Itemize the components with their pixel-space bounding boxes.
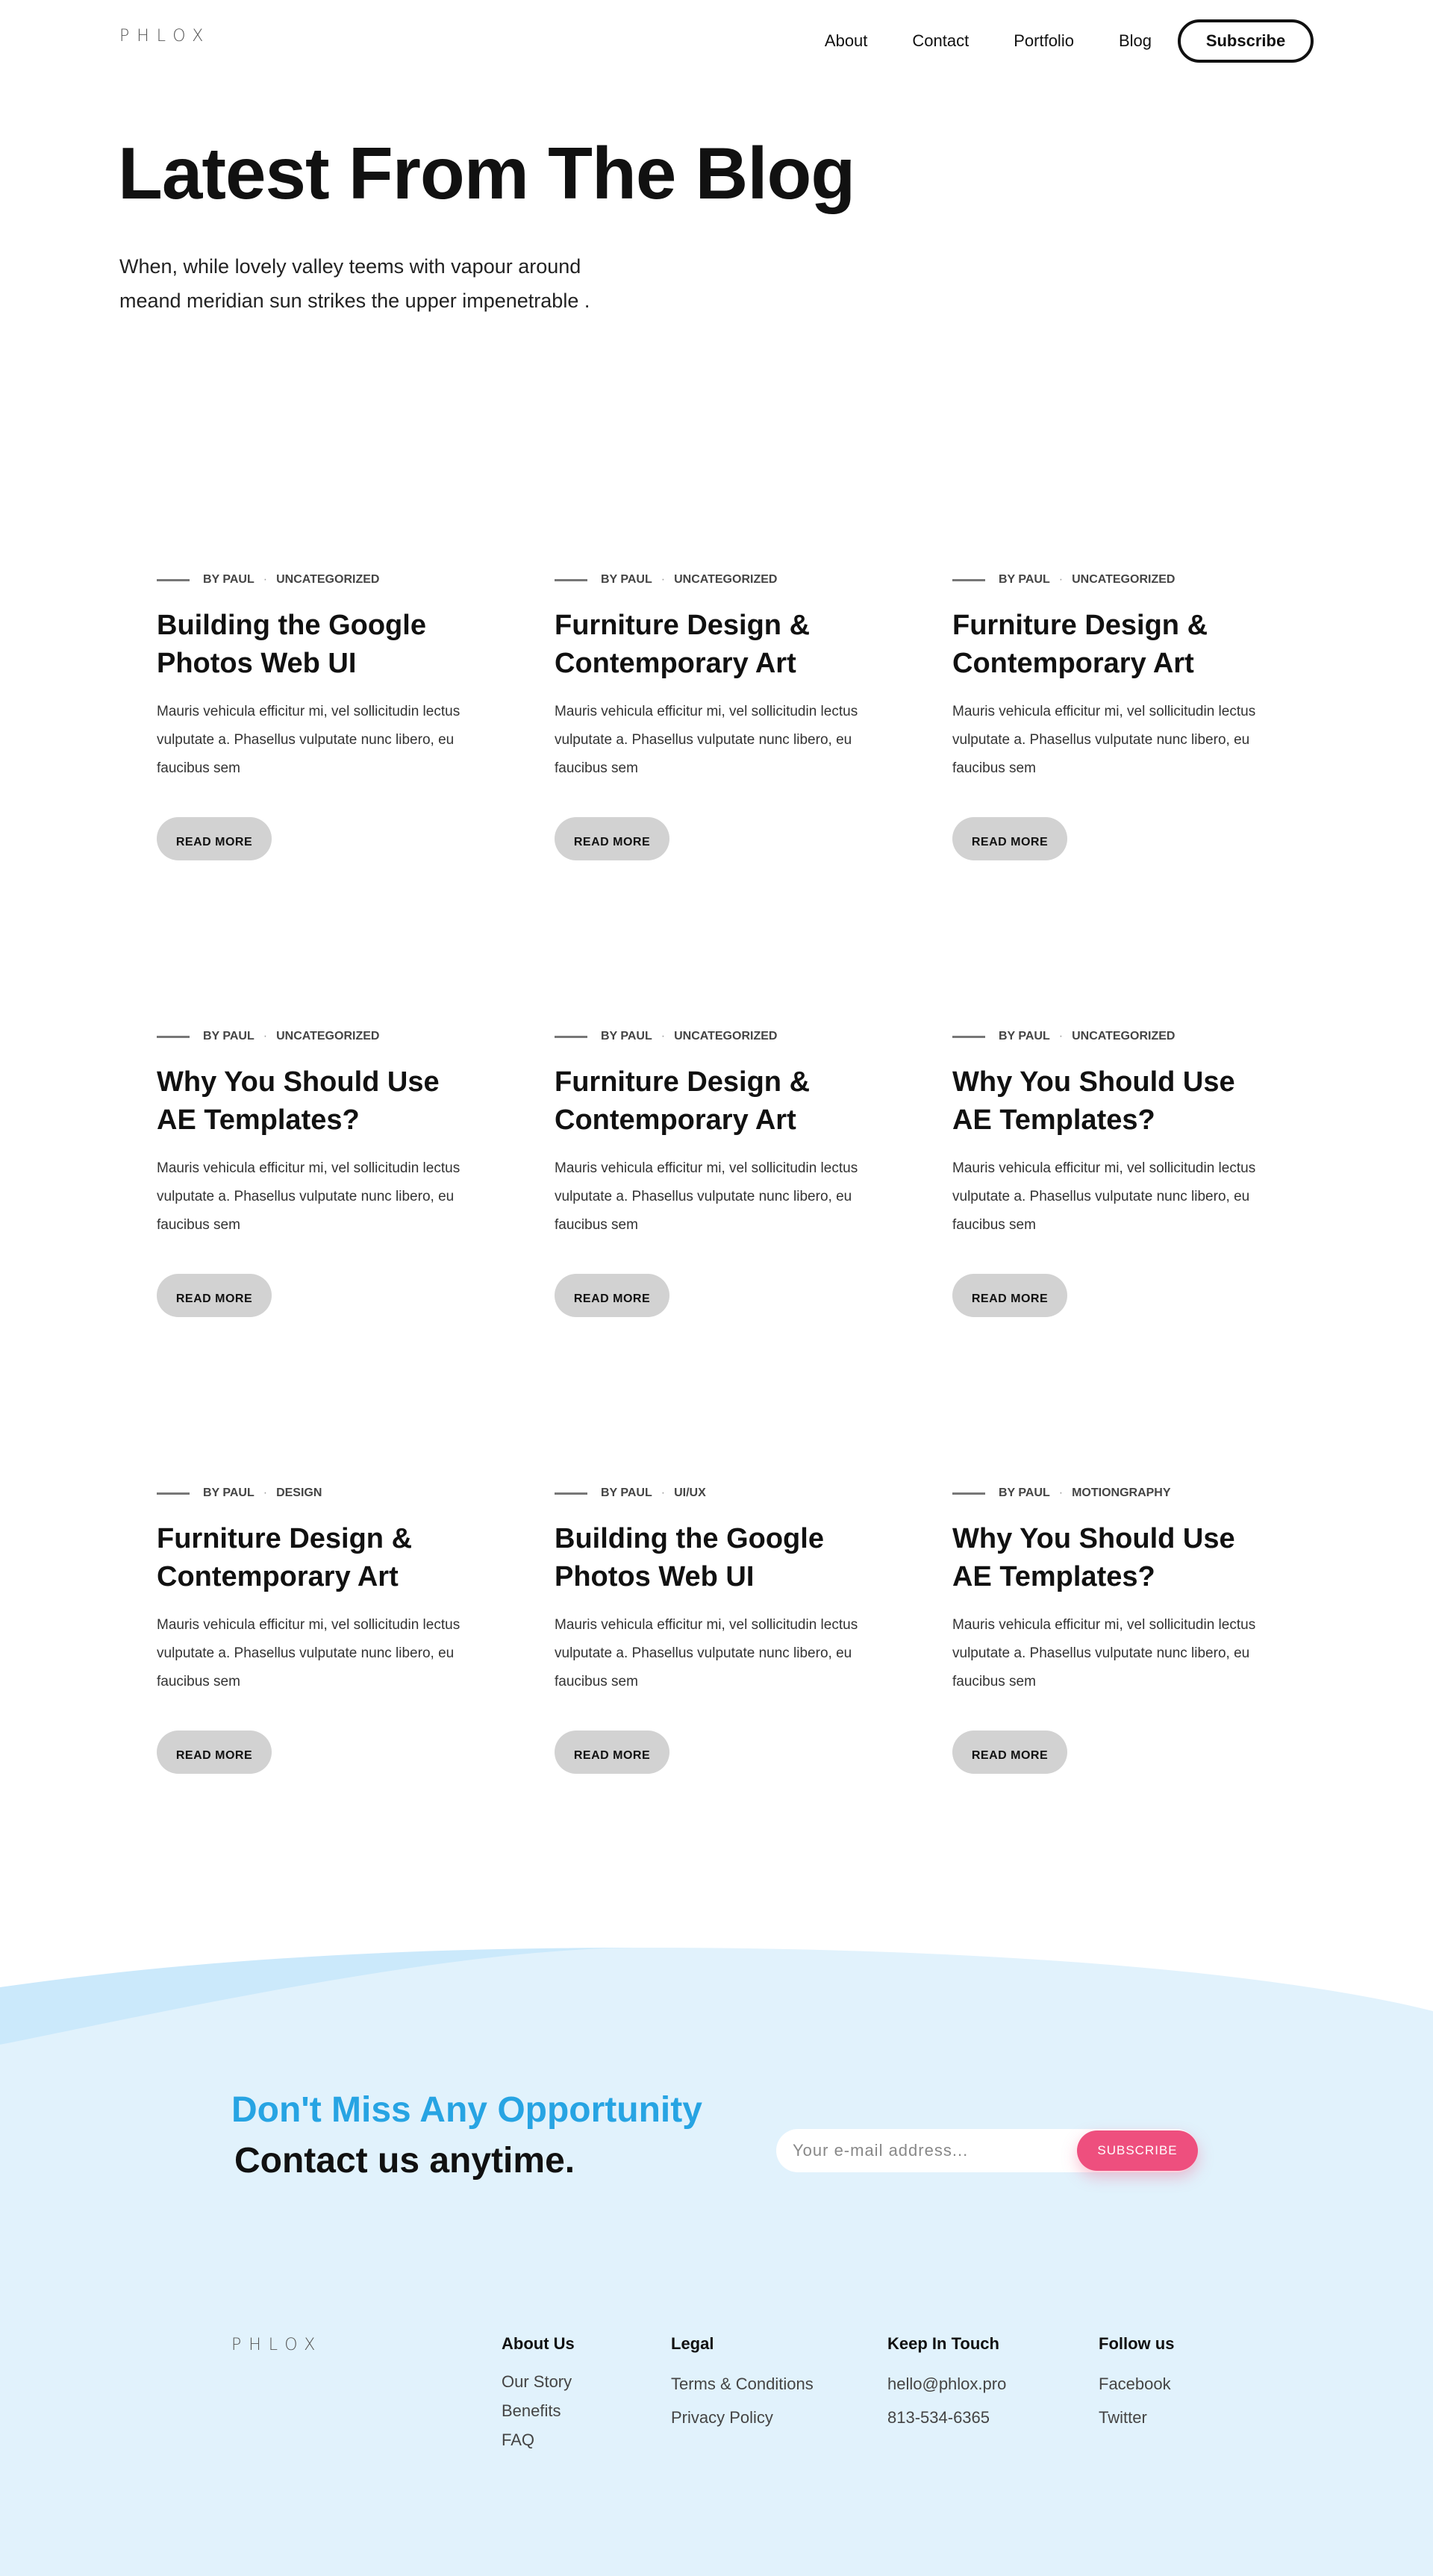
post-author[interactable]: BY PAUL <box>601 1030 652 1042</box>
read-more-button[interactable] <box>157 1274 272 1317</box>
main-nav <box>825 19 1314 63</box>
post-category[interactable]: UNCATEGORIZED <box>674 1030 778 1042</box>
post-card <box>555 572 868 860</box>
read-more-label: READ MORE <box>175 1292 253 1305</box>
page-title: Latest From The Blog <box>118 132 855 214</box>
footer-col-follow <box>1099 2334 1174 2434</box>
post-excerpt: Mauris vehicula efficitur mi, vel sollicitudin lectus vulputate a. Phasellus vulputate nunc libero, eu faucibus sem <box>157 1617 461 1689</box>
post-card <box>952 1486 1266 1774</box>
meta-dot: · <box>661 1030 666 1042</box>
post-author[interactable]: BY PAUL <box>999 573 1050 586</box>
meta-divider <box>952 1492 985 1495</box>
post-meta <box>157 572 470 587</box>
read-more-label: READ MORE <box>573 1292 651 1305</box>
post-category[interactable]: DESIGN <box>276 1486 322 1499</box>
post-category[interactable]: UNCATEGORIZED <box>1072 573 1176 586</box>
post-excerpt: Mauris vehicula efficitur mi, vel sollicitudin lectus vulputate a. Phasellus vulputate nunc libero, eu faucibus sem <box>157 704 461 776</box>
footer-link-twitter[interactable]: Twitter <box>1099 2408 1147 2427</box>
post-meta <box>952 1486 1266 1501</box>
footer-logo[interactable]: PHLOX <box>231 2336 323 2354</box>
meta-divider <box>952 1036 985 1038</box>
footer-heading: Legal <box>671 2334 714 2353</box>
post-excerpt: Mauris vehicula efficitur mi, vel sollicitudin lectus vulputate a. Phasellus vulputate nunc libero, eu faucibus sem <box>952 704 1256 776</box>
meta-divider <box>555 1492 587 1495</box>
post-card <box>555 1486 868 1774</box>
footer-link-facebook[interactable]: Facebook <box>1099 2375 1171 2393</box>
post-title[interactable]: Furniture Design & Contemporary Art <box>157 1523 413 1592</box>
footer-col-contact <box>887 2334 1006 2434</box>
footer-col-legal <box>671 2334 814 2434</box>
footer-link-phone[interactable]: 813-534-6365 <box>887 2408 990 2427</box>
subscribe-button[interactable]: Subscribe <box>1178 19 1314 63</box>
post-meta <box>555 572 868 587</box>
email-input[interactable] <box>776 2129 1075 2172</box>
read-more-label: READ MORE <box>971 1749 1049 1762</box>
nav-contact[interactable]: Contact <box>912 31 970 50</box>
post-excerpt: Mauris vehicula efficitur mi, vel sollicitudin lectus vulputate a. Phasellus vulputate nunc libero, eu faucibus sem <box>555 704 858 776</box>
post-title[interactable]: Why You Should Use AE Templates? <box>157 1066 440 1136</box>
post-title[interactable]: Why You Should Use AE Templates? <box>952 1523 1235 1592</box>
post-title[interactable]: Furniture Design & Contemporary Art <box>555 1066 811 1136</box>
meta-dot: · <box>263 573 268 586</box>
post-card <box>157 1029 470 1317</box>
meta-dot: · <box>263 1486 268 1499</box>
post-card <box>157 1486 470 1774</box>
wave-shape <box>0 1940 1433 2576</box>
meta-divider <box>952 579 985 581</box>
post-card <box>157 572 470 860</box>
read-more-label: READ MORE <box>971 1292 1049 1305</box>
read-more-button[interactable] <box>157 817 272 860</box>
post-meta <box>952 572 1266 587</box>
footer-heading: Keep In Touch <box>887 2334 999 2353</box>
post-category[interactable]: UNCATEGORIZED <box>276 573 380 586</box>
meta-divider <box>555 579 587 581</box>
read-more-label: READ MORE <box>573 836 651 848</box>
read-more-label: READ MORE <box>175 836 253 848</box>
post-title[interactable]: Furniture Design & Contemporary Art <box>952 610 1208 679</box>
post-author[interactable]: BY PAUL <box>999 1486 1050 1499</box>
footer-background <box>0 1940 1433 2576</box>
nav-blog[interactable]: Blog <box>1118 31 1152 50</box>
post-category[interactable]: UNCATEGORIZED <box>276 1030 380 1042</box>
newsletter-subscribe-button[interactable]: SUBSCRIBE <box>1077 2130 1198 2171</box>
footer-col-about <box>502 2334 575 2454</box>
footer-link-our-story[interactable]: Our Story <box>502 2372 572 2391</box>
meta-divider <box>157 1492 190 1495</box>
post-card <box>952 1029 1266 1317</box>
post-author[interactable]: BY PAUL <box>203 1030 255 1042</box>
cta-headline: Don't Miss Any Opportunity <box>231 2090 702 2130</box>
meta-dot: · <box>661 1486 666 1499</box>
post-title[interactable]: Building the Google Photos Web UI <box>157 610 426 679</box>
post-card <box>952 572 1266 860</box>
post-meta <box>157 1029 470 1044</box>
meta-dot: · <box>1058 1030 1064 1042</box>
read-more-label: READ MORE <box>573 1749 651 1762</box>
meta-dot: · <box>263 1030 268 1042</box>
post-category[interactable]: UNCATEGORIZED <box>674 573 778 586</box>
footer-heading: Follow us <box>1099 2334 1175 2353</box>
post-excerpt: Mauris vehicula efficitur mi, vel sollicitudin lectus vulputate a. Phasellus vulputate nunc libero, eu faucibus sem <box>555 1160 858 1233</box>
post-meta <box>157 1486 470 1501</box>
post-author[interactable]: BY PAUL <box>203 573 255 586</box>
footer-link-privacy[interactable]: Privacy Policy <box>671 2408 773 2427</box>
read-more-label: READ MORE <box>971 836 1049 848</box>
post-category[interactable]: MOTIONGRAPHY <box>1072 1486 1171 1499</box>
post-category[interactable]: UNCATEGORIZED <box>1072 1030 1176 1042</box>
post-meta <box>952 1029 1266 1044</box>
cta-subline: Contact us anytime. <box>234 2141 575 2180</box>
read-more-button[interactable] <box>157 1731 272 1774</box>
post-author[interactable]: BY PAUL <box>601 1486 652 1499</box>
read-more-button[interactable] <box>952 1731 1067 1774</box>
meta-divider <box>157 579 190 581</box>
post-author[interactable]: BY PAUL <box>601 573 652 586</box>
nav-portfolio[interactable]: Portfolio <box>1014 31 1074 50</box>
footer-link-benefits[interactable]: Benefits <box>502 2401 561 2420</box>
meta-dot: · <box>661 573 666 586</box>
post-excerpt: Mauris vehicula efficitur mi, vel sollicitudin lectus vulputate a. Phasellus vulputate nunc libero, eu faucibus sem <box>952 1617 1256 1689</box>
meta-dot: · <box>1058 1486 1064 1499</box>
post-meta <box>555 1029 868 1044</box>
post-title[interactable]: Furniture Design & Contemporary Art <box>555 610 811 679</box>
footer-link-faq[interactable]: FAQ <box>502 2430 535 2449</box>
post-meta <box>555 1486 868 1501</box>
post-excerpt: Mauris vehicula efficitur mi, vel sollicitudin lectus vulputate a. Phasellus vulputate nunc libero, eu faucibus sem <box>952 1160 1256 1233</box>
read-more-button[interactable] <box>555 817 669 860</box>
meta-dot: · <box>1058 573 1064 586</box>
logo[interactable]: PHLOX <box>119 27 211 46</box>
read-more-button[interactable] <box>555 1274 669 1317</box>
read-more-button[interactable] <box>952 817 1067 860</box>
footer-link-email[interactable]: hello@phlox.pro <box>887 2375 1007 2393</box>
post-card <box>555 1029 868 1317</box>
post-author[interactable]: BY PAUL <box>999 1030 1050 1042</box>
footer-heading: About Us <box>502 2334 575 2353</box>
post-title[interactable]: Building the Google Photos Web UI <box>555 1523 824 1592</box>
read-more-label: READ MORE <box>175 1749 253 1762</box>
footer-link-terms[interactable]: Terms & Conditions <box>671 2375 814 2393</box>
meta-divider <box>157 1036 190 1038</box>
newsletter-form <box>776 2129 1198 2172</box>
post-excerpt: Mauris vehicula efficitur mi, vel sollicitudin lectus vulputate a. Phasellus vulputate nunc libero, eu faucibus sem <box>555 1617 858 1689</box>
post-author[interactable]: BY PAUL <box>203 1486 255 1499</box>
read-more-button[interactable] <box>952 1274 1067 1317</box>
post-excerpt: Mauris vehicula efficitur mi, vel sollicitudin lectus vulputate a. Phasellus vulputate nunc libero, eu faucibus sem <box>157 1160 461 1233</box>
nav-about[interactable]: About <box>824 31 868 50</box>
read-more-button[interactable] <box>555 1731 669 1774</box>
post-category[interactable]: UI/UX <box>674 1486 706 1499</box>
meta-divider <box>555 1036 587 1038</box>
post-title[interactable]: Why You Should Use AE Templates? <box>952 1066 1235 1136</box>
page-subtitle: When, while lovely valley teems with vapour around meand meridian sun strikes the upper impenetrable . <box>119 255 590 312</box>
site-header <box>0 0 1433 82</box>
